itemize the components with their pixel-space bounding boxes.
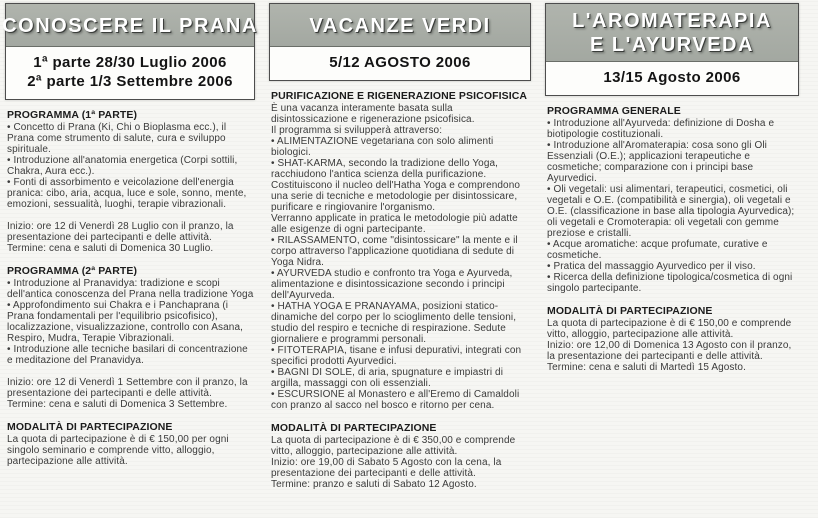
paragraph: Termine: cena e saluti di Domenica 30 Luglio. bbox=[7, 243, 214, 254]
section-heading: MODALITÀ DI PARTECIPAZIONE bbox=[7, 421, 173, 433]
paragraph: La quota di partecipazione è di € 350,00 e comprende vitto, alloggio, partecipazione alle attività. bbox=[271, 435, 516, 457]
paragraph: • Introduzione all'Aromaterapia: cosa sono gli Oli Essenziali (O.E.); applicazioni terapeutiche e cosmetiche; comparazione con i principi base Ayurvedici. bbox=[547, 140, 767, 184]
paragraph: Inizio: ore 19,00 di Sabato 5 Agosto con la cena, la presentazione dei partecipanti e delle attività. bbox=[271, 457, 502, 479]
paragraph: • Fonti di assorbimento e veicolazione dell'energia pranica: cibo, aria, acqua, luce e sole, sonno, mente, emozioni, sessualità, luoghi, terapie vibrazionali. bbox=[7, 177, 247, 210]
paragraph: Termine: cena e saluti di Domenica 3 Settembre. bbox=[7, 399, 228, 410]
program-body bbox=[5, 100, 255, 478]
paragraph: • ALIMENTAZIONE vegetariana con solo alimenti biologici. bbox=[271, 136, 494, 158]
program-section bbox=[7, 421, 254, 467]
paragraph: Termine: pranzo e saluti di Sabato 12 Agosto. bbox=[271, 479, 477, 490]
program-section bbox=[7, 265, 254, 410]
paragraph: • BAGNI DI SOLE, di aria, spugnature e impiastri di argilla, massaggi con oli essenziali. bbox=[271, 367, 504, 389]
paragraph: Verranno applicate in pratica le metodologie più adatte alle esigenze di ogni partecipante. bbox=[271, 213, 518, 235]
column-aromaterapia-ayurveda bbox=[545, 3, 799, 518]
paragraph: • HATHA YOGA E PRANAYAMA, posizioni statico-dinamiche del corpo per lo scioglimento delle tensioni, studio del respiro e tecniche di respirazione. Sedute giornaliere e programmi personali. bbox=[271, 301, 517, 345]
program-title-banner bbox=[270, 4, 530, 47]
paragraph: Termine: cena e saluti di Martedì 15 Agosto. bbox=[547, 362, 746, 373]
paragraph: Il programma si svilupperà attraverso: bbox=[271, 125, 443, 136]
paragraph: Inizio: ore 12 di Venerdì 28 Luglio con il pranzo, la presentazione dei partecipanti e delle attività. bbox=[7, 221, 234, 243]
paragraph: • SHAT-KARMA, secondo la tradizione dello Yoga, racchiudono l'antica scienza della purificazione. Costituiscono il nucleo dell'Hatha Yoga e comprendono una serie di tecniche e metodologie per disintossicare, purificare e ringiovanire l'organismo. bbox=[271, 158, 521, 213]
program-dates bbox=[546, 62, 798, 95]
paragraph: • AYURVEDA studio e confronto tra Yoga e Ayurveda, alimentazione e disintossicazione secondo i principi dell'Ayurveda. bbox=[271, 268, 513, 301]
program-section bbox=[547, 305, 798, 373]
paragraph: È una vacanza interamente basata sulla disintossicazione e rigenerazione psicofisica. bbox=[271, 103, 475, 125]
program-header bbox=[2, 3, 258, 100]
program-header bbox=[545, 3, 799, 96]
date-line: 2ª parte 1/3 Settembre 2006 bbox=[27, 73, 233, 90]
program-title: L'AROMATERAPIA bbox=[572, 10, 772, 32]
program-section bbox=[7, 109, 254, 254]
program-section bbox=[547, 105, 798, 294]
paragraph: La quota di partecipazione è di € 150,00 per ogni singolo seminario e comprende vitto, alloggio, partecipazione alle attività. bbox=[7, 434, 229, 467]
paragraph: • Introduzione al Pranavidya: tradizione e scopi dell'antica conoscenza del Prana nella tradizione Yoga bbox=[7, 278, 254, 300]
paragraph: • Introduzione all'Ayurveda: definizione di Dosha e biotipologie costituzionali. bbox=[547, 118, 775, 140]
section-heading: PROGRAMMA (1ª PARTE) bbox=[7, 109, 138, 121]
paragraph: Inizio: ore 12 di Venerdì 1 Settembre con il pranzo, la presentazione dei partecipanti e delle attività. bbox=[7, 377, 248, 399]
section-heading: MODALITÀ DI PARTECIPAZIONE bbox=[547, 305, 713, 317]
paragraph: La quota di partecipazione è di € 150,00 e comprende vitto, alloggio, partecipazione alle attività. bbox=[547, 318, 792, 340]
program-title: CONOSCERE IL PRANA bbox=[2, 14, 258, 37]
column-conoscere-il-prana bbox=[2, 3, 258, 518]
date-line: 5/12 AGOSTO 2006 bbox=[329, 54, 471, 71]
section-heading: MODALITÀ DI PARTECIPAZIONE bbox=[271, 422, 437, 434]
paragraph: • Introduzione alle tecniche basilari di concentrazione e meditazione del Pranavidya. bbox=[7, 344, 248, 366]
section-heading: PROGRAMMA GENERALE bbox=[547, 105, 681, 117]
paragraph: • Introduzione all'anatomia energetica (Corpi sottili, Chakra, Aura ecc.). bbox=[7, 155, 238, 177]
program-header bbox=[269, 3, 531, 81]
program-title-banner bbox=[2, 4, 258, 47]
program-section bbox=[271, 422, 530, 490]
paragraph: • Approfondimento sui Chakra e i Panchaprana (i Prana fondamentali per l'equilibrio psicofisico), localizzazione, visualizzazione, controllo con Asana, Respiro, Mudra, Terapie Vibrazionali. bbox=[7, 300, 243, 344]
program-title-banner bbox=[546, 4, 798, 62]
paragraph: • Concetto di Prana (Ki, Chi o Bioplasma ecc.), il Prana come strumento di salute, cura e sviluppo spirituale. bbox=[7, 122, 227, 155]
paragraph: • Pratica del massaggio Ayurvedico per il viso. bbox=[547, 261, 756, 272]
paragraph: • RILASSAMENTO, come "disintossicare" la mente e il corpo attraverso l'applicazione quotidiana di sedute di Yoga Nidra. bbox=[271, 235, 518, 268]
paragraph: • FITOTERAPIA, tisane e infusi depurativi, integrati con specifici prodotti Ayurvedici. bbox=[271, 345, 522, 367]
section-heading: PURIFICAZIONE E RIGENERAZIONE PSICOFISICA bbox=[271, 90, 528, 102]
program-body bbox=[545, 96, 799, 384]
program-dates bbox=[270, 47, 530, 80]
date-line: 13/15 Agosto 2006 bbox=[603, 69, 741, 86]
paragraph: • Ricerca della definizione tipologica/cosmetica di ogni singolo partecipante. bbox=[547, 272, 793, 294]
program-section bbox=[271, 90, 530, 411]
program-dates bbox=[6, 47, 254, 99]
date-line: 1ª parte 28/30 Luglio 2006 bbox=[33, 54, 227, 71]
program-body bbox=[269, 81, 531, 501]
paragraph: Inizio: ore 12,00 di Domenica 13 Agosto con il pranzo, la presentazione dei partecipanti e delle attività. bbox=[547, 340, 792, 362]
program-title: VACANZE VERDI bbox=[309, 14, 491, 37]
paragraph: • ESCURSIONE al Monastero e all'Eremo di Camaldoli con pranzo al sacco nel bosco e ritorno per cena. bbox=[271, 389, 520, 411]
column-vacanze-verdi bbox=[269, 3, 531, 518]
paragraph: • Oli vegetali: usi alimentari, terapeutici, cosmetici, oli vegetali e O.E. (compatibilità e sinergia), oli vegetali e O.E. (classificazione in base alla tipologia Ayurvedica); oli vegetali e Cromoterapia: oli vegetali con gemme preziose e cristalli. bbox=[547, 184, 795, 239]
paragraph: • Acque aromatiche: acque profumate, curative e cosmetiche. bbox=[547, 239, 768, 261]
section-heading: PROGRAMMA (2ª PARTE) bbox=[7, 265, 138, 277]
program-title: E L'AYURVEDA bbox=[590, 34, 754, 56]
